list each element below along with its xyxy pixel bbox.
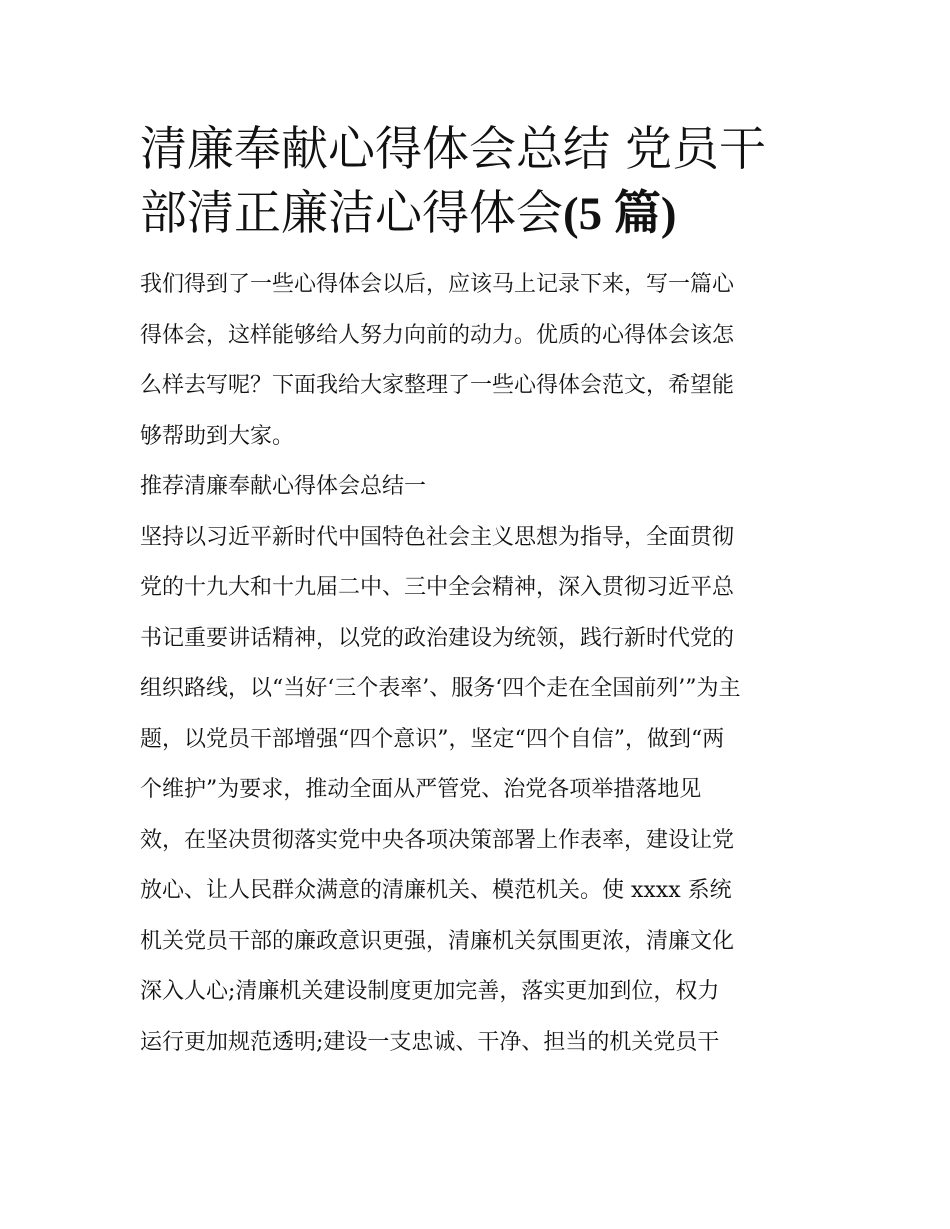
document-title (140, 118, 820, 246)
title-line-1: 清廉奉献心得体会总结 党员干 (140, 122, 766, 177)
body-line: 得体会，这样能够给人努力向前的动力。优质的心得体会该怎 (140, 322, 735, 348)
body-line: 效，在坚决贯彻落实党中央各项决策部署上作表率，建设让党 (140, 827, 735, 853)
body-line: 深入人心;清廉机关建设制度更加完善，落实更加到位，权力 (140, 979, 720, 1004)
body-line: 组织路线，以“当好‘三个表率’、服务‘四个走在全国前列’”为主 (140, 676, 741, 701)
title-suffix: (5 篇) (563, 188, 677, 240)
body-line: 党的十九大和十九届二中、三中全会精神，深入贯彻习近平总 (140, 575, 735, 600)
body-line: 么样去写呢？下面我给大家整理了一些心得体会范文，希望能 (140, 373, 735, 398)
title-line-2-text: 部清正廉洁心得体会 (140, 186, 563, 241)
title-line-2 (140, 182, 820, 246)
body-line: 运行更加规范透明;建设一支忠诚、干净、担当的机关党员干 (140, 1029, 720, 1055)
body-line: 书记重要讲话精神，以党的政治建设为统领，践行新时代党的 (140, 625, 735, 651)
body-line: 坚持以习近平新时代中国特色社会主义思想为指导，全面贯彻 (140, 524, 735, 550)
body-line: 够帮助到大家。 (140, 423, 295, 449)
body-line: 我们得到了一些心得体会以后，应该马上记录下来，写一篇心 (140, 272, 735, 297)
body-line: 个维护”为要求，推动全面从严管党、治党各项举措落地见 (140, 777, 702, 802)
body-line: 放心、让人民群众满意的清廉机关、模范机关。使 xxxx 系统 (140, 878, 732, 903)
document-content (140, 118, 820, 1068)
body-line: 题，以党员干部增强“四个意识”，坚定“四个自信”，做到“两 (140, 726, 725, 752)
section-heading: 推荐清廉奉献心得体会总结一 (140, 474, 427, 499)
body-line: 机关党员干部的廉政意识更强，清廉机关氛围更浓，清廉文化 (140, 928, 735, 954)
document-body (140, 260, 820, 1068)
